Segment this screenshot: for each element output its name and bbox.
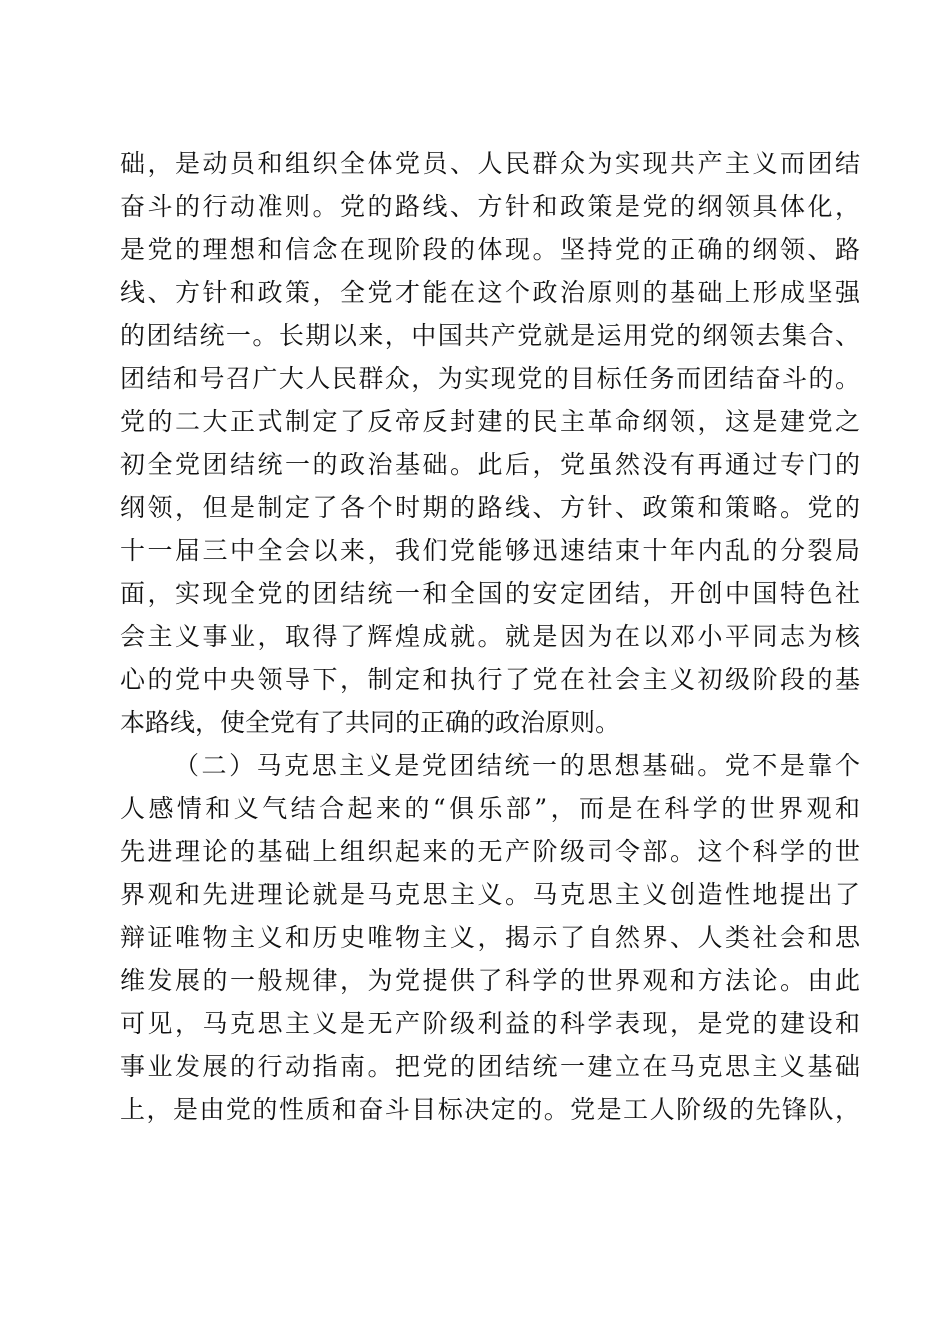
text-line: 础，是动员和组织全体党员、人民群众为实现共产主义而团结 xyxy=(120,149,860,178)
text-line: 界观和先进理论就是马克思主义。马克思主义创造性地提出了 xyxy=(120,880,860,909)
text-line: 上，是由党的性质和奋斗目标决定的。党是工人阶级的先锋队， xyxy=(120,1095,860,1124)
text-line: 心的党中央领导下，制定和执行了党在社会主义初级阶段的基 xyxy=(120,665,860,694)
section-heading-line: （二）马克思主义是党团结统一的思想基础。党不是靠个 xyxy=(174,751,860,780)
paragraph-end-line: 本路线，使全党有了共同的正确的政治原则。 xyxy=(120,708,621,737)
text-line: 先进理论的基础上组织起来的无产阶级司令部。这个科学的世 xyxy=(120,837,860,866)
text-line: 维发展的一般规律，为党提供了科学的世界观和方法论。由此 xyxy=(120,966,860,995)
body-text xyxy=(120,142,860,1131)
text-line: 是党的理想和信念在现阶段的体现。坚持党的正确的纲领、路 xyxy=(120,235,860,264)
text-line: 会主义事业，取得了辉煌成就。就是因为在以邓小平同志为核 xyxy=(120,622,860,651)
text-line: 的团结统一。长期以来，中国共产党就是运用党的纲领去集合、 xyxy=(120,321,860,350)
text-line: 线、方针和政策，全党才能在这个政治原则的基础上形成坚强 xyxy=(120,278,860,307)
text-line: 纲领，但是制定了各个时期的路线、方针、政策和策略。党的 xyxy=(120,493,860,522)
text-line: 辩证唯物主义和历史唯物主义，揭示了自然界、人类社会和思 xyxy=(120,923,860,952)
text-line: 可见，马克思主义是无产阶级利益的科学表现，是党的建设和 xyxy=(120,1009,860,1038)
text-line: 十一届三中全会以来，我们党能够迅速结束十年内乱的分裂局 xyxy=(120,536,860,565)
text-line: 党的二大正式制定了反帝反封建的民主革命纲领，这是建党之 xyxy=(120,407,860,436)
text-line: 团结和号召广大人民群众，为实现党的目标任务而团结奋斗的。 xyxy=(120,364,860,393)
text-line: 人感情和义气结合起来的“俱乐部”，而是在科学的世界观和 xyxy=(120,794,860,823)
text-line: 奋斗的行动准则。党的路线、方针和政策是党的纲领具体化， xyxy=(120,192,860,221)
text-line: 事业发展的行动指南。把党的团结统一建立在马克思主义基础 xyxy=(120,1052,860,1081)
text-line: 面，实现全党的团结统一和全国的安定团结，开创中国特色社 xyxy=(120,579,860,608)
text-line: 初全党团结统一的政治基础。此后，党虽然没有再通过专门的 xyxy=(120,450,860,479)
